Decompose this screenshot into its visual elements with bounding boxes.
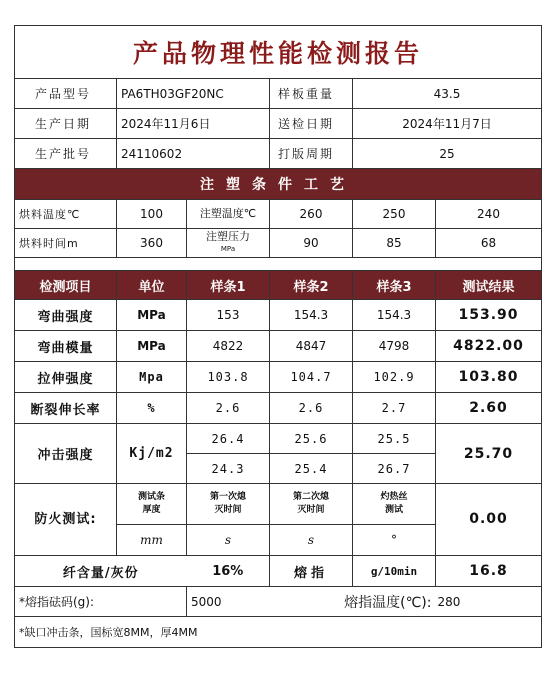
fiber-content-value: 16% bbox=[187, 556, 270, 587]
fire-second-time-header bbox=[270, 484, 353, 525]
injection-pressure-2: 85 bbox=[353, 229, 436, 258]
col-header-sample2: 样条2 bbox=[270, 271, 353, 300]
molding-temp-1: 260 bbox=[270, 200, 353, 229]
drying-time-value: 360 bbox=[117, 229, 187, 258]
molding-temp-2: 250 bbox=[353, 200, 436, 229]
elongation-s3: 2.7 bbox=[353, 393, 436, 424]
col-header-result: 测试结果 bbox=[436, 271, 542, 300]
report-title: 产品物理性能检测报告 bbox=[15, 26, 542, 79]
col-header-sample3: 样条3 bbox=[353, 271, 436, 300]
fiber-content-label: 纤含量/灰份 bbox=[15, 556, 187, 587]
flexural-strength-label: 弯曲强度 bbox=[15, 300, 117, 331]
mfi-weight-value: 5000 bbox=[187, 587, 270, 617]
fire-thickness-header-l2: 厚度 bbox=[142, 505, 161, 515]
fire-second-time-header-l1: 第二次熄 bbox=[292, 492, 329, 502]
fire-test-result: 0.00 bbox=[436, 484, 542, 556]
flexural-strength-s2: 154.3 bbox=[270, 300, 353, 331]
mfi-unit: g/10min bbox=[353, 556, 436, 587]
test-report-sheet bbox=[14, 25, 541, 648]
elongation-s2: 2.6 bbox=[270, 393, 353, 424]
flexural-strength-s1: 153 bbox=[187, 300, 270, 331]
drying-time-label: 烘料时间m bbox=[15, 229, 117, 258]
fire-first-time-header bbox=[187, 484, 270, 525]
flexural-modulus-s3: 4798 bbox=[353, 331, 436, 362]
molding-temp-3: 240 bbox=[436, 200, 542, 229]
mfi-label: 熔指 bbox=[270, 556, 353, 587]
injection-pressure-3: 68 bbox=[436, 229, 542, 258]
injection-pressure-unit: MPa bbox=[220, 245, 236, 253]
tensile-strength-unit: Mpa bbox=[117, 362, 187, 393]
fire-first-time-header-l1: 第一次熄 bbox=[209, 492, 246, 502]
injection-pressure-label bbox=[187, 229, 270, 258]
glow-wire-header-l2: 测试 bbox=[384, 505, 403, 515]
product-model-label: 产品型号 bbox=[15, 79, 117, 109]
section-spacer bbox=[15, 258, 542, 271]
tensile-strength-s1: 103.8 bbox=[187, 362, 270, 393]
elongation-result: 2.60 bbox=[436, 393, 542, 424]
fire-thickness-unit: mm bbox=[117, 525, 187, 556]
tensile-strength-s2: 104.7 bbox=[270, 362, 353, 393]
production-date-label: 生产日期 bbox=[15, 109, 117, 139]
fire-thickness-header-l1: 测试条 bbox=[137, 492, 165, 502]
elongation-unit: % bbox=[117, 393, 187, 424]
flexural-strength-s3: 154.3 bbox=[353, 300, 436, 331]
fire-thickness-header bbox=[117, 484, 187, 525]
glow-wire-header-l1: 灼热丝 bbox=[380, 492, 408, 502]
batch-number-label: 生产批号 bbox=[15, 139, 117, 169]
impact-r2-s1: 24.3 bbox=[187, 454, 270, 484]
impact-r1-s3: 25.5 bbox=[353, 424, 436, 454]
sample-cycle-label: 打版周期 bbox=[270, 139, 353, 169]
molding-temp-label: 注塑温度℃ bbox=[187, 200, 270, 229]
flexural-modulus-s2: 4847 bbox=[270, 331, 353, 362]
injection-pressure-1: 90 bbox=[270, 229, 353, 258]
glow-wire-unit: ° bbox=[353, 525, 436, 556]
injection-pressure-text: 注塑压力 bbox=[206, 230, 250, 243]
drying-temp-value: 100 bbox=[117, 200, 187, 229]
col-header-sample1: 样条1 bbox=[187, 271, 270, 300]
elongation-s1: 2.6 bbox=[187, 393, 270, 424]
drying-temp-label: 烘料温度℃ bbox=[15, 200, 117, 229]
flexural-modulus-unit: MPa bbox=[117, 331, 187, 362]
production-date-value: 2024年11月6日 bbox=[117, 109, 270, 139]
process-section-title: 注塑条件工艺 bbox=[15, 169, 542, 200]
impact-note: *缺口冲击条，国标宽8MM，厚4MM bbox=[15, 617, 542, 648]
sample-cycle-value: 25 bbox=[353, 139, 542, 169]
submission-date-value: 2024年11月7日 bbox=[353, 109, 542, 139]
mfi-weight-label: *熔指砝码(g): bbox=[15, 587, 187, 617]
fire-second-time-header-l2: 灭时间 bbox=[297, 505, 325, 515]
mfi-value: 16.8 bbox=[436, 556, 542, 587]
tensile-strength-result: 103.80 bbox=[436, 362, 542, 393]
mfi-temp-label: 熔指温度(℃): bbox=[270, 587, 436, 617]
flexural-modulus-label: 弯曲模量 bbox=[15, 331, 117, 362]
sample-weight-value: 43.5 bbox=[353, 79, 542, 109]
impact-r2-s3: 26.7 bbox=[353, 454, 436, 484]
flexural-modulus-result: 4822.00 bbox=[436, 331, 542, 362]
fire-test-label: 防火测试: bbox=[15, 484, 117, 556]
fire-second-time-unit: s bbox=[270, 525, 353, 556]
sample-weight-label: 样板重量 bbox=[270, 79, 353, 109]
tensile-strength-s3: 102.9 bbox=[353, 362, 436, 393]
col-header-item: 检测项目 bbox=[15, 271, 117, 300]
impact-r2-s2: 25.4 bbox=[270, 454, 353, 484]
impact-strength-label: 冲击强度 bbox=[15, 424, 117, 484]
submission-date-label: 送检日期 bbox=[270, 109, 353, 139]
batch-number-value: 24110602 bbox=[117, 139, 270, 169]
impact-r1-s1: 26.4 bbox=[187, 424, 270, 454]
impact-strength-unit: Kj/m2 bbox=[117, 424, 187, 484]
fire-first-time-header-l2: 灭时间 bbox=[214, 505, 242, 515]
flexural-strength-result: 153.90 bbox=[436, 300, 542, 331]
flexural-strength-unit: MPa bbox=[117, 300, 187, 331]
product-model-value: PA6TH03GF20NC bbox=[117, 79, 270, 109]
report-table bbox=[14, 25, 542, 648]
col-header-unit: 单位 bbox=[117, 271, 187, 300]
impact-r1-s2: 25.6 bbox=[270, 424, 353, 454]
mfi-temp-value: 280 bbox=[436, 587, 542, 617]
flexural-modulus-s1: 4822 bbox=[187, 331, 270, 362]
tensile-strength-label: 拉伸强度 bbox=[15, 362, 117, 393]
glow-wire-header bbox=[353, 484, 436, 525]
fire-first-time-unit: s bbox=[187, 525, 270, 556]
elongation-label: 断裂伸长率 bbox=[15, 393, 117, 424]
impact-strength-result: 25.70 bbox=[436, 424, 542, 484]
